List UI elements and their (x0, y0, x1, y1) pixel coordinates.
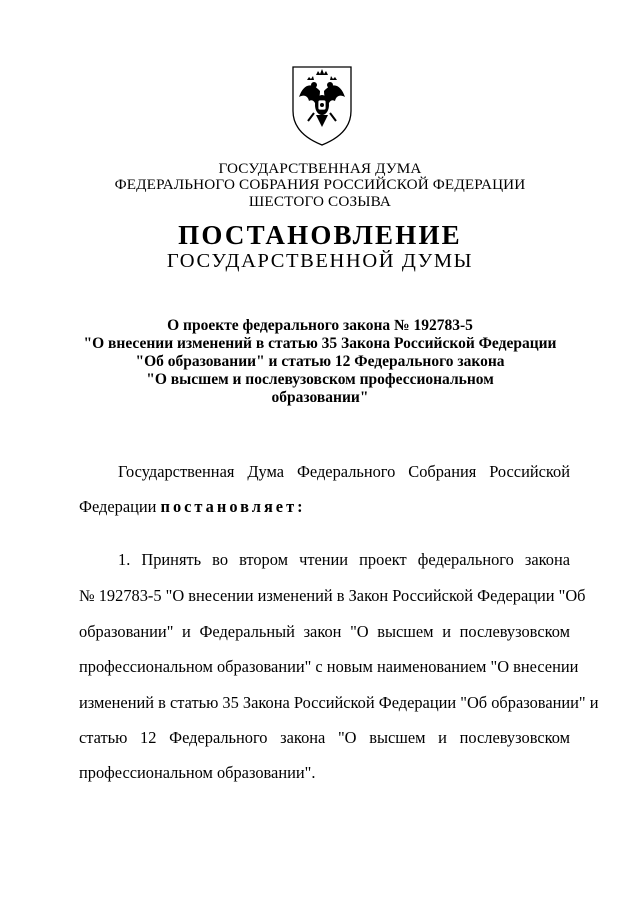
preamble-line: Государственная Дума Федерального Собрания Российской (118, 462, 570, 481)
paragraph-line: 1. Принять во втором чтении проект федерального закона (118, 550, 570, 569)
subject-line: "О внесении изменений в статью 35 Закона Российской Федерации (83, 335, 557, 352)
subject-line: "Об образовании" и статью 12 Федерального закона (135, 353, 505, 370)
org-name-line1: ГОСУДАРСТВЕННАЯ ДУМА (218, 160, 422, 177)
paragraph-line: статью 12 Федерального закона "О высшем и послевузовском (79, 728, 570, 747)
paragraph-line: № 192783-5 "О внесении изменений в Закон Российской Федерации "Об (79, 586, 586, 605)
org-name-line2: ФЕДЕРАЛЬНОГО СОБРАНИЯ РОССИЙСКОЙ ФЕДЕРАЦИИ (114, 176, 526, 193)
subject-line: "О высшем и послевузовском профессиональном (146, 371, 494, 388)
preamble-line (79, 497, 570, 517)
subject-line: образовании" (271, 389, 369, 406)
paragraph-line: профессиональном образовании". (79, 763, 316, 782)
preamble-text: Федерации (79, 497, 161, 516)
paragraph-line: образовании" и Федеральный закон "О высшем и послевузовском (79, 622, 570, 641)
document-title: ПОСТАНОВЛЕНИЕ (178, 220, 462, 250)
paragraph-line: изменений в статью 35 Закона Российской Федерации "Об образовании" и (79, 693, 599, 712)
convocation: ШЕСТОГО СОЗЫВА (248, 193, 392, 210)
subject-line: О проекте федерального закона № 192783-5 (167, 317, 473, 334)
resolves-word: постановляет: (160, 497, 306, 516)
coat-of-arms-icon (287, 63, 357, 147)
paragraph-line: профессиональном образовании" с новым наименованием "О внесении (79, 657, 579, 676)
document-subtitle: ГОСУДАРСТВЕННОЙ ДУМЫ (166, 250, 474, 272)
